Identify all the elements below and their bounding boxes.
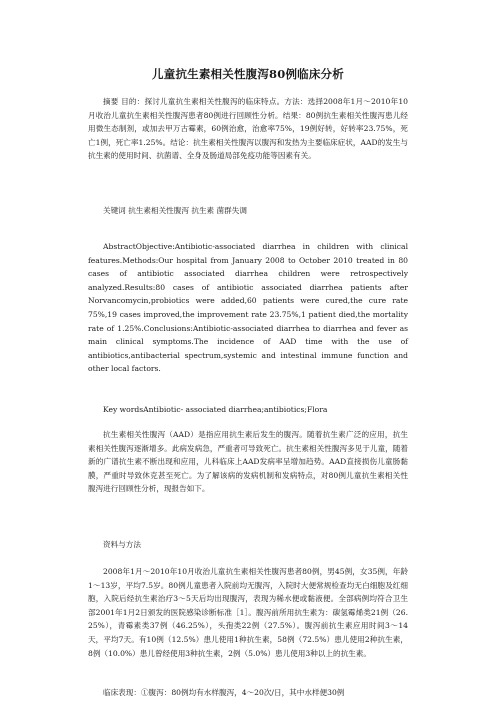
clinical-block <box>88 686 408 700</box>
intro-paragraph: 抗生素相关性腹泻（AAD）是指应用抗生素后发生的腹泻。随着抗生素广泛的应用，抗生素相关性腹泻逐渐增多。此病发病急，严重者可导致死亡。抗生素相关性腹泻多见于儿童，随着新的广谱抗生素不断出现和应用，儿科临床上AAD发病率呈增加趋势。AAD直接损伤儿童肠黏膜，严重时导致休克甚至死亡。为了解该病的发病机制和发病特点，对80例儿童抗生素相关性腹泻进行回顾性分析，现报告如下。 <box>88 430 408 494</box>
keywords-en: Key wordsAntibiotic- associated diarrhea;antibiotics;Flora <box>103 405 328 414</box>
keywords-en-block <box>88 403 408 417</box>
methods-block <box>88 565 408 660</box>
section-heading: 资料与方法 <box>103 540 141 549</box>
clinical-paragraph: 临床表现：①腹泻：80例均有水样腹泻，4～20次/日，其中水样便30例 <box>103 688 345 697</box>
keywords-cn: 关键词 抗生素相关性腹泻 抗生素 菌群失调 <box>103 206 247 215</box>
document-title: 儿童抗生素相关性腹泻80例临床分析 <box>152 67 344 81</box>
keywords-cn-block <box>88 204 408 218</box>
abstract-en-block <box>88 240 408 376</box>
abstract-cn-block <box>88 95 408 163</box>
abstract-cn: 摘要 目的：探讨儿童抗生素相关性腹泻的临床特点。方法：选择2008年1月～2010年10月收治儿童抗生素相关性腹泻患者80例进行回顾性分析。结果：80例抗生素相关性腹泻患儿经用微生态制剂，或加去甲万古霉素，60例治愈，治愈率75%，19例好转，好转率23.75%，死亡1例，死亡率1.25%。结论：抗生素相关性腹泻以腹泻和发热为主要临床症状，AAD的发生与抗生素的使用时间、抗菌谱、全身及肠道局部免疫功能等因素有关。 <box>88 97 408 161</box>
section-heading-block <box>88 538 408 552</box>
intro-block <box>88 428 408 496</box>
abstract-en: AbstractObjective:Antibiotic-associated diarrhea in children with clinical features.Methods:Our hospital from January 2008 to October 2010 treated in 80 cases of antibiotic associated diarrhea children were retrospectively analyzed.Results:80 cases of antibiotic associated diarrhea patients after Norvancomycin,probiotics were added,60 patients were cured,the cure rate 75%,19 cases improved,the improvement rate 23.75%,1 patient died,the mortality rate of 1.25%.Conclusions:Antibiotic-associated diarrhea to diarrhea and fever as main clinical symptoms.The incidence of AAD time with the use of antibiotics,antibacterial spectrum,systemic and intestinal immune function and other local factors. <box>88 242 408 374</box>
methods-paragraph: 2008年1月～2010年10月收治儿童抗生素相关性腹泻患者80例，男45例，女35例，年龄1～13岁，平均7.5岁。80例儿童患者入院前均无腹泻，入院时大便常规检查均无白细胞及红细胞，入院后经抗生素治疗3～5天后均出现腹泻，表现为稀水便或黏液便。全部病例均符合卫生部2001年1月2日颁发的医院感染诊断标准［1］。腹泻前所用抗生素为：碳氢霉烯类21例（26.25%），青霉素类37例（46.25%），头孢类22例（27.5%）。腹泻前抗生素应用时间3～14天，平均7天。有10例（12.5%）患儿使用1种抗生素，58例（72.5%）患儿使用2种抗生素，8例（10.0%）患儿曾经使用3种抗生素，2例（5.0%）患儿使用3种以上的抗生素。 <box>88 567 408 658</box>
